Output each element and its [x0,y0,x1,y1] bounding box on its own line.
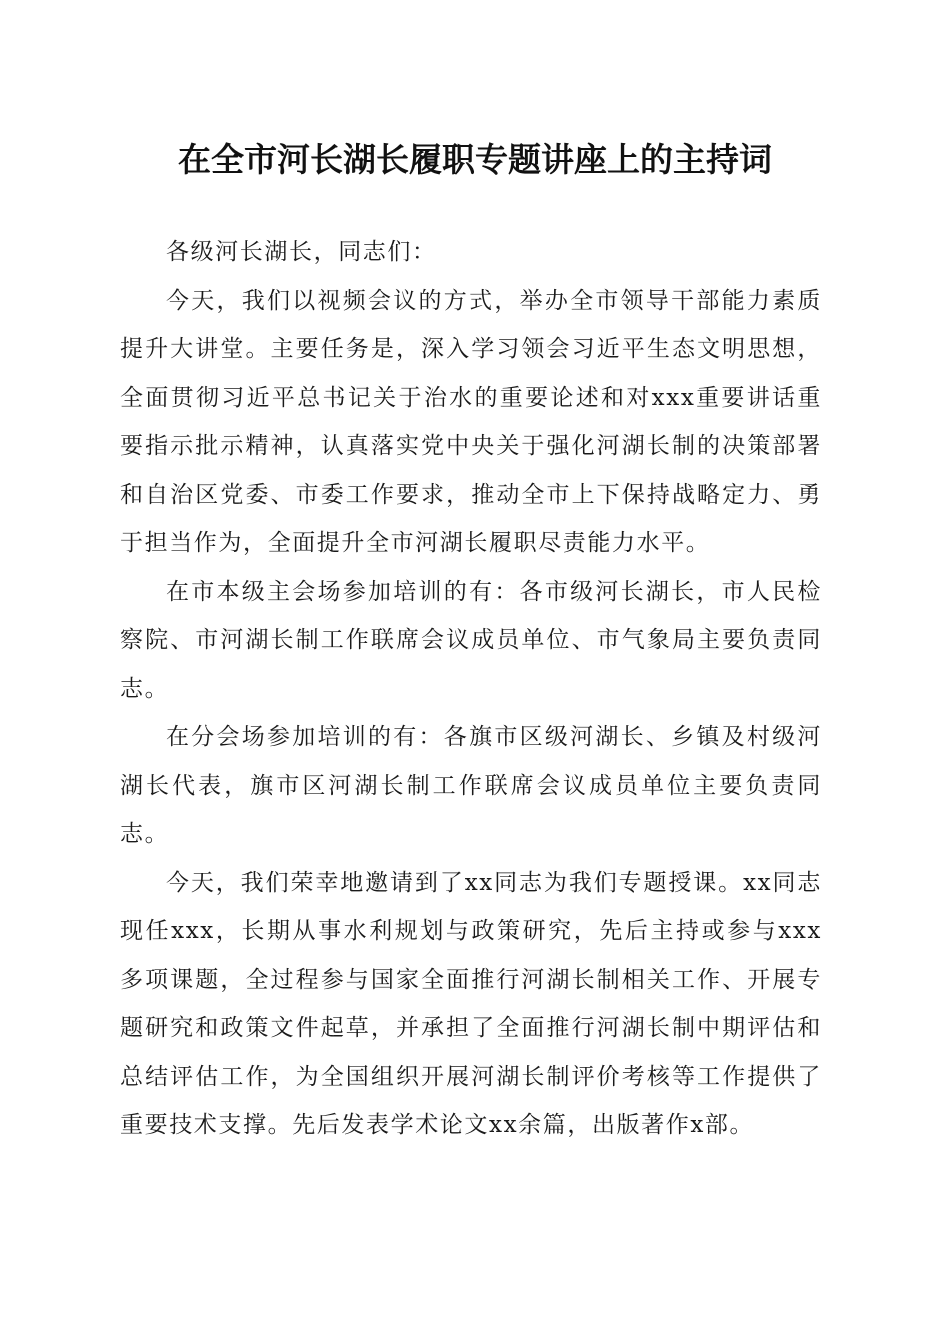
document-title: 在全市河长湖长履职专题讲座上的主持词 [178,140,772,179]
body-paragraph: 在分会场参加培训的有：各旗市区级河湖长、乡镇及村级河湖长代表，旗市区河湖长制工作联席会议成员单位主要负责同志。 [120,724,822,847]
body-paragraph: 今天，我们以视频会议的方式，举办全市领导干部能力素质提升大讲堂。主要任务是，深入学习领会习近平生态文明思想，全面贯彻习近平总书记关于治水的重要论述和对xxx重要讲话重要指示批示精神，认真落实党中央关于强化河湖长制的决策部署和自治区党委、市委工作要求，推动全市上下保持战略定力、勇于担当作为，全面提升全市河湖长履职尽责能力水平。 [120,287,822,556]
salutation-paragraph: 各级河长湖长，同志们： [166,239,437,265]
body-paragraph: 今天，我们荣幸地邀请到了xx同志为我们专题授课。xx同志现任xxx，长期从事水利规划与政策研究，先后主持或参与xxx多项课题，全过程参与国家全面推行河湖长制相关工作、开展专题研究和政策文件起草，并承担了全面推行河湖长制中期评估和总结评估工作，为全国组织开展河湖长制评价考核等工作提供了重要技术支撑。先后发表学术论文xx余篇，出版著作x部。 [120,869,822,1138]
body-paragraph: 在市本级主会场参加培训的有：各市级河长湖长，市人民检察院、市河湖长制工作联席会议成员单位、市气象局主要负责同志。 [120,578,822,702]
document-body [120,228,822,1150]
